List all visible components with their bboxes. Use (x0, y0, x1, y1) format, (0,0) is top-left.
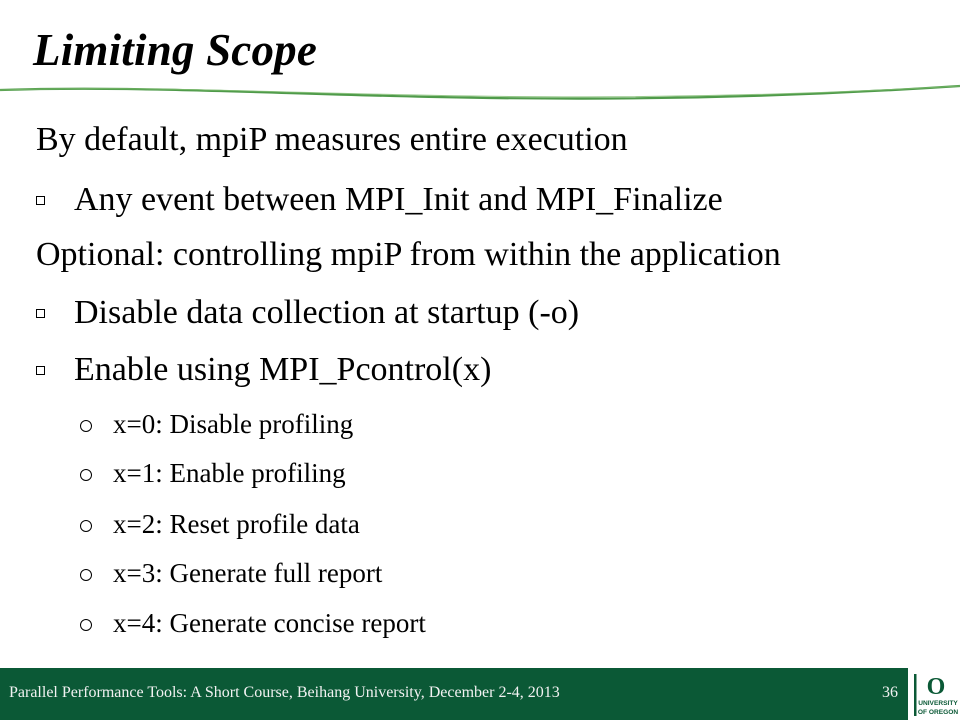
bullet-text: Enable using MPI_Pcontrol(x) (74, 351, 492, 388)
svg-text:O: O (926, 674, 946, 700)
university-of-oregon-logo-icon (908, 668, 960, 720)
circle-bullet-icon (80, 619, 92, 631)
svg-text:UNIVERSITY: UNIVERSITY (918, 700, 958, 707)
bullet-text: x=3: Generate full report (113, 558, 383, 588)
bullet-level1 (36, 120, 628, 160)
slide-title: Limiting Scope (33, 25, 318, 75)
circle-bullet-icon (80, 569, 92, 581)
footer-bar (0, 668, 908, 720)
bullet-text: x=1: Enable profiling (113, 458, 346, 488)
circle-bullet-icon (80, 520, 92, 532)
svg-text:OF OREGON: OF OREGON (917, 709, 959, 716)
bullet-text: x=4: Generate concise report (113, 608, 426, 638)
bullet-text: By default, mpiP measures entire execution (36, 121, 628, 158)
circle-bullet-icon (80, 469, 92, 481)
bullet-text: x=2: Reset profile data (113, 509, 360, 539)
title-underline (0, 78, 960, 118)
square-bullet-icon (36, 196, 45, 205)
square-bullet-icon (36, 309, 45, 318)
bullet-text: Optional: controlling mpiP from within the application (36, 236, 781, 273)
bullet-text: Disable data collection at startup (-o) (74, 294, 580, 331)
bullet-text: x=0: Disable profiling (113, 409, 354, 439)
bullet-level1 (36, 235, 781, 275)
university-logo (908, 668, 960, 720)
footer-text: Parallel Performance Tools: A Short Course, Beihang University, December 2-4, 2013 (9, 684, 560, 701)
page-number: 36 (882, 684, 898, 701)
square-bullet-icon (36, 366, 45, 375)
circle-bullet-icon (80, 420, 92, 432)
bullet-text: Any event between MPI_Init and MPI_Finalize (74, 181, 723, 218)
